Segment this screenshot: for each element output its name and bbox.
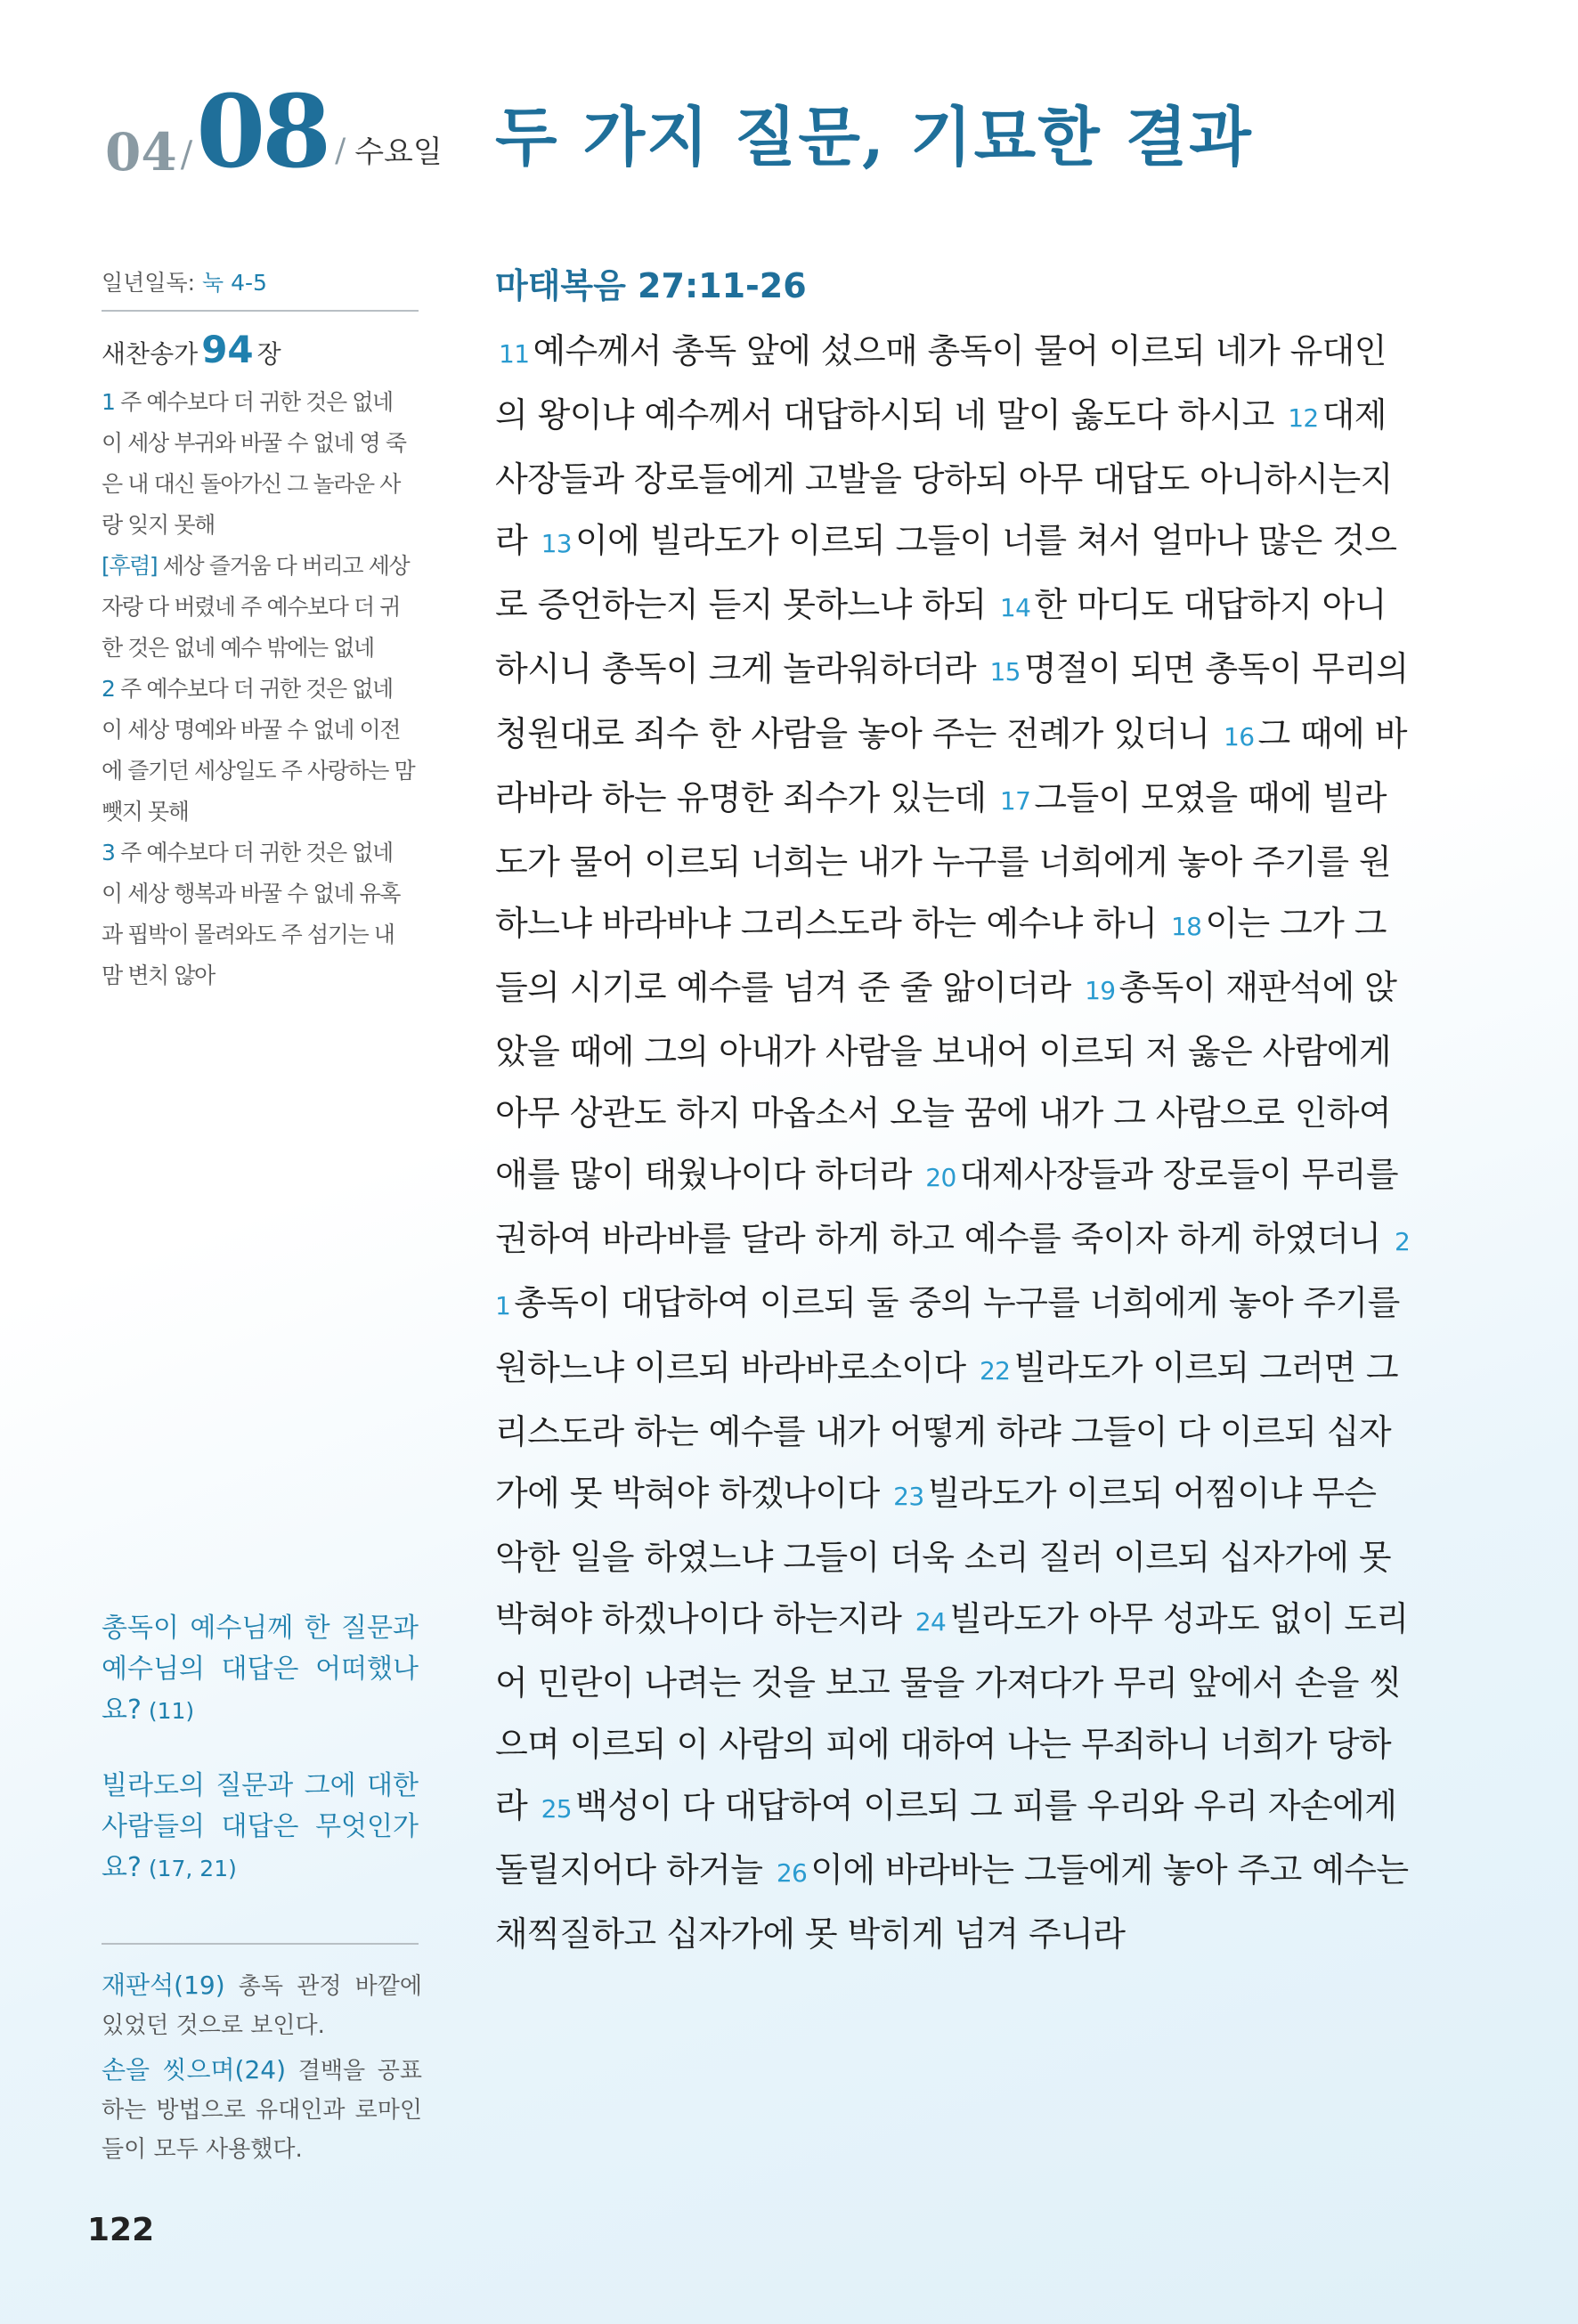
page-number: 122 xyxy=(87,2212,155,2248)
question-text: 빌라도의 질문과 그에 대한 사람들의 대답은 무엇인가요? xyxy=(102,1770,419,1883)
stanza-text: 주 예수보다 더 귀한 것은 없네 이 세상 행복과 바꿀 수 없네 유혹과 핍박이 몰려와도 주 섬기는 내 맘 변치 않아 xyxy=(102,840,401,988)
scripture-reference: 마태복음 27:11-26 xyxy=(495,266,807,305)
verse-number: 13 xyxy=(541,529,573,559)
question-ref: (11) xyxy=(141,1698,195,1724)
reading-ref: 눅 4-5 xyxy=(201,270,267,296)
verse-number: 16 xyxy=(1224,721,1255,752)
sidebar xyxy=(102,265,419,996)
verse-number: 17 xyxy=(999,785,1031,816)
verse-number: 22 xyxy=(979,1355,1011,1385)
question xyxy=(102,1766,419,1889)
hymn-suffix: 장 xyxy=(256,339,281,369)
note-term: 손을 씻으며(24) xyxy=(102,2055,287,2084)
glossary-notes xyxy=(102,1966,422,2174)
date-separator: / xyxy=(180,134,193,175)
hymn-stanza xyxy=(102,382,419,546)
verse-number: 21 xyxy=(495,1227,1411,1321)
hymn-heading xyxy=(102,328,419,371)
note-term: 재판석(19) xyxy=(102,1971,225,2000)
stanza-text: 주 예수보다 더 귀한 것은 없네 이 세상 명예와 바꿀 수 없네 이전에 즐기던 세상일도 주 사랑하는 맘 뺏지 못해 xyxy=(102,676,415,825)
question-ref: (17, 21) xyxy=(141,1856,237,1881)
note xyxy=(102,2051,422,2169)
verse-number: 26 xyxy=(776,1858,808,1889)
verse-text: 빌라도가 이르되 어찜이냐 무슨 악한 일을 하였느냐 그들이 더욱 소리 질러 이르되 십자가에 못 박혀야 하겠나이다 하는지라 xyxy=(495,1473,1392,1638)
verse-text: 이에 빌라도가 이르되 그들이 너를 쳐서 얼마나 많은 것으로 증언하는지 듣지 못하느냐 하되 xyxy=(495,521,1397,625)
hymn-stanza xyxy=(102,833,419,996)
verse-text: 한 마디도 대답하지 아니하시니 총독이 크게 놀라워하더라 xyxy=(495,585,1387,689)
hymn-stanza xyxy=(102,669,419,833)
verse-text: 이에 바라바는 그들에게 놓아 주고 예수는 채찍질하고 십자가에 못 박히게 넘겨 주니라 xyxy=(495,1850,1409,1954)
hymn-prefix: 새찬송가 xyxy=(102,339,199,369)
note-text: 결백을 공표하는 방법으로 유대인과 로마인들이 모두 사용했다. xyxy=(102,2058,422,2163)
date-separator: / xyxy=(335,133,346,169)
reflection-questions xyxy=(102,1608,419,1923)
verse-number: 12 xyxy=(1288,403,1319,434)
verse-text: 대제사장들과 장로들에게 고발을 당하되 아무 대답도 아니하시는지라 xyxy=(495,395,1393,561)
date-header xyxy=(105,74,443,191)
verse-text: 빌라도가 아무 성과도 없이 도리어 민란이 나려는 것을 보고 물을 가져다가 무리 앞에서 손을 씻으며 이르되 이 사람의 피에 대하여 나는 무죄하니 너희가 당하라 xyxy=(495,1598,1409,1826)
verse-number: 19 xyxy=(1085,975,1116,1005)
question xyxy=(102,1608,419,1732)
verse-number: 15 xyxy=(989,657,1021,687)
weekday: 수요일 xyxy=(354,134,443,170)
stanza-number: 3 xyxy=(102,840,115,865)
verse-text: 총독이 재판석에 앉았을 때에 그의 아내가 사람을 보내어 이르되 저 옳은 사람에게 아무 상관도 하지 마옵소서 오늘 꿈에 내가 그 사람으로 인하여 애를 많이 태웠나이다 하더라 xyxy=(495,967,1397,1195)
divider xyxy=(102,1943,419,1945)
note xyxy=(102,1966,422,2045)
verse-text: 총독이 대답하여 이르되 둘 중의 누구를 너희에게 놓아 주기를 원하느냐 이르되 바라바로소이다 xyxy=(495,1283,1400,1387)
verse-number: 18 xyxy=(1170,911,1202,941)
annual-reading xyxy=(102,265,419,312)
verse-text: 이는 그가 그들의 시기로 예수를 넘겨 준 줄 앎이더라 xyxy=(495,903,1387,1007)
verse-text: 명절이 되면 총독이 무리의 청원대로 죄수 한 사람을 놓아 주는 전례가 있더니 xyxy=(495,649,1409,753)
page-title: 두 가지 질문, 기묘한 결과 xyxy=(495,99,1253,175)
stanza-number: 1 xyxy=(102,389,115,415)
verse-text: 그들이 모였을 때에 빌라도가 물어 이르되 너희는 내가 누구를 너희에게 놓아 주기를 원하느냐 바라바냐 그리스도라 하는 예수냐 하니 xyxy=(495,777,1392,943)
hymn-refrain xyxy=(102,546,419,669)
scripture-text xyxy=(495,321,1414,1965)
verse-number: 20 xyxy=(925,1163,956,1193)
verse-number: 23 xyxy=(893,1481,924,1511)
note-text: 총독 관정 바깥에 있었던 것으로 보인다. xyxy=(102,1973,422,2039)
month: 04 xyxy=(105,122,177,183)
verse-number: 24 xyxy=(915,1606,947,1637)
hymn-lyrics xyxy=(102,382,419,996)
verse-number: 25 xyxy=(541,1794,573,1824)
verse-text: 대제사장들과 장로들이 무리를 권하여 바라바를 달라 하게 하고 예수를 죽이자 하게 하였더니 xyxy=(495,1155,1399,1259)
question-text: 총독이 예수님께 한 질문과 예수님의 대답은 어떠했나요? xyxy=(102,1613,419,1726)
reading-label: 일년일독: xyxy=(102,270,202,296)
verse-text: 예수께서 총독 앞에 섰으매 총독이 물어 이르되 네가 유대인의 왕이냐 예수께서 대답하시되 네 말이 옳도다 하시고 xyxy=(495,331,1387,435)
verse-number: 11 xyxy=(499,339,530,369)
hymn-number: 94 xyxy=(201,328,254,371)
verse-text: 백성이 다 대답하여 이르되 그 피를 우리와 우리 자손에게 돌릴지어다 하거늘 xyxy=(495,1786,1397,1890)
verse-number: 14 xyxy=(999,593,1031,623)
day: 08 xyxy=(196,74,329,191)
stanza-text: 세상 즐거움 다 버리고 세상 자랑 다 버렸네 주 예수보다 더 귀한 것은 없네 예수 밖에는 없네 xyxy=(102,553,410,661)
verse-text: 빌라도가 이르되 그러면 그리스도라 하는 예수를 내가 어떻게 하랴 그들이 다 이르되 십자가에 못 박혀야 하겠나이다 xyxy=(495,1347,1399,1513)
verse-text: 그 때에 바라바라 하는 유명한 죄수가 있는데 xyxy=(495,713,1407,817)
stanza-number: 2 xyxy=(102,676,115,702)
stanza-text: 주 예수보다 더 귀한 것은 없네 이 세상 부귀와 바꿀 수 없네 영 죽은 내 대신 돌아가신 그 놀라운 사랑 잊지 못해 xyxy=(102,389,406,538)
refrain-tag: [후렴] xyxy=(102,553,158,579)
